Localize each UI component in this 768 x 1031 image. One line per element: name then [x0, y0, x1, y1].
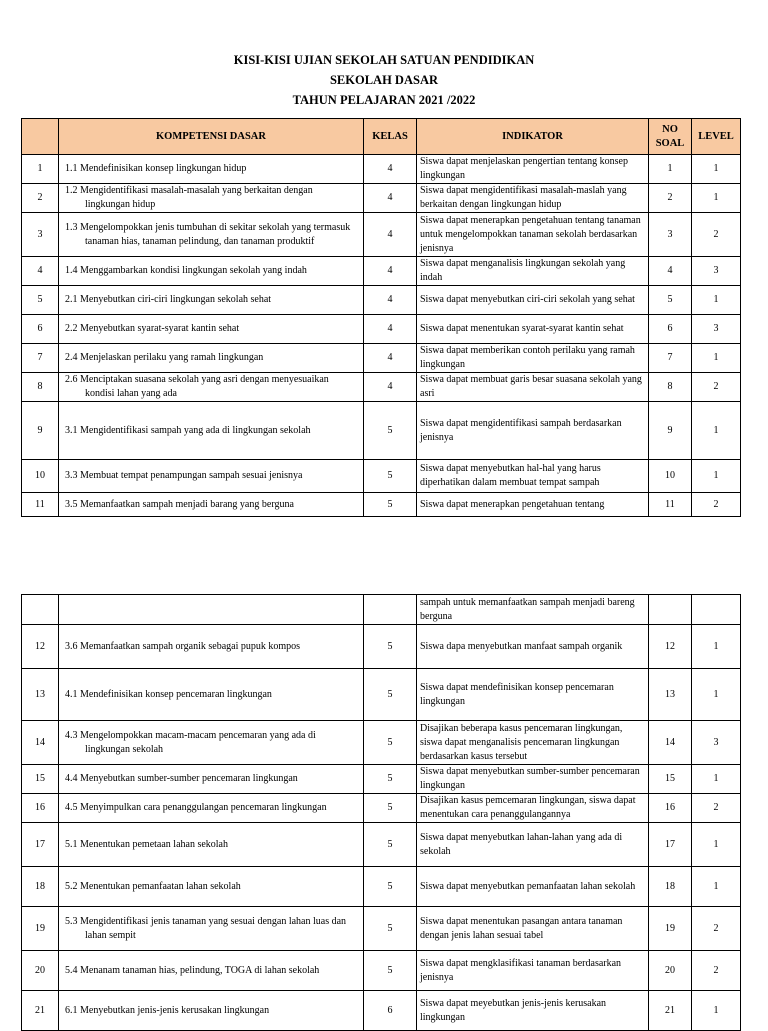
no-soal-cell: 21 — [649, 991, 692, 1031]
no-soal-cell: 18 — [649, 867, 692, 907]
no-soal-cell: 2 — [649, 184, 692, 213]
indikator-cell: Siswa dapat menyebutkan sumber-sumber pencemaran lingkungan — [417, 765, 649, 794]
level-cell: 1 — [692, 460, 741, 493]
row-number: 18 — [22, 867, 59, 907]
table-row — [22, 823, 741, 867]
table-row — [22, 991, 741, 1031]
title-line-2: SEKOLAH DASAR — [329, 73, 438, 87]
row-number: 6 — [22, 315, 59, 344]
table-row — [22, 460, 741, 493]
kelas-cell: 4 — [364, 286, 417, 315]
kelas-cell: 5 — [364, 625, 417, 669]
title-line-3: TAHUN PELAJARAN 2021 /2022 — [292, 93, 476, 107]
kelas-cell: 5 — [364, 823, 417, 867]
row-number: 19 — [22, 907, 59, 951]
level-cell: 1 — [692, 344, 741, 373]
indikator-cell: Siswa dapat meyebutkan jenis-jenis kerusakan lingkungan — [417, 991, 649, 1031]
kelas-cell: 4 — [364, 257, 417, 286]
table-row — [22, 721, 741, 765]
row-number: 17 — [22, 823, 59, 867]
kelas-cell: 5 — [364, 460, 417, 493]
row-number: 14 — [22, 721, 59, 765]
level-cell: 1 — [692, 867, 741, 907]
kelas-cell: 5 — [364, 493, 417, 517]
kompetensi-dasar-cell: 5.4 Menanam tanaman hias, pelindung, TOGA di lahan sekolah — [59, 951, 364, 991]
kisi-kisi-table-page-2 — [21, 594, 741, 1031]
kelas-cell: 4 — [364, 373, 417, 402]
kisi-kisi-table-page-1 — [21, 118, 741, 517]
table-row — [22, 155, 741, 184]
kompetensi-dasar-cell: 3.1 Mengidentifikasi sampah yang ada di lingkungan sekolah — [59, 402, 364, 460]
level-cell: 2 — [692, 907, 741, 951]
indikator-cell: Disajikan beberapa kasus pencemaran lingkungan, siswa dapat menganalisis pencemaran lingkungan berdasarkan kasus tersebut — [417, 721, 649, 765]
level-cell: 2 — [692, 951, 741, 991]
table-row — [22, 493, 741, 517]
no-soal-cell: 11 — [649, 493, 692, 517]
table-row — [22, 402, 741, 460]
indikator-cell: Siswa dapat menganalisis lingkungan sekolah yang indah — [417, 257, 649, 286]
no-soal-cell: 13 — [649, 669, 692, 721]
header-no — [22, 119, 59, 155]
row-number: 12 — [22, 625, 59, 669]
kompetensi-dasar-cell: 1.4 Menggambarkan kondisi lingkungan sekolah yang indah — [59, 257, 364, 286]
row-number: 11 — [22, 493, 59, 517]
level-cell: 1 — [692, 184, 741, 213]
table-row — [22, 344, 741, 373]
no-soal-cell: 4 — [649, 257, 692, 286]
table-row — [22, 184, 741, 213]
header-kompetensi-dasar: KOMPETENSI DASAR — [59, 119, 364, 155]
level-cell: 2 — [692, 794, 741, 823]
indikator-cell: Siswa dapat menerapkan pengetahuan tentang — [417, 493, 649, 517]
kelas-cell: 5 — [364, 402, 417, 460]
row-number: 1 — [22, 155, 59, 184]
no-soal-cell: 9 — [649, 402, 692, 460]
table-row — [22, 315, 741, 344]
no-soal-cell — [649, 595, 692, 625]
no-soal-cell: 10 — [649, 460, 692, 493]
kompetensi-dasar-cell: 3.5 Memanfaatkan sampah menjadi barang yang berguna — [59, 493, 364, 517]
no-soal-cell: 15 — [649, 765, 692, 794]
row-number: 2 — [22, 184, 59, 213]
indikator-cell: Siswa dapat mengklasifikasi tanaman berdasarkan jenisnya — [417, 951, 649, 991]
kelas-cell: 4 — [364, 315, 417, 344]
kelas-cell: 5 — [364, 794, 417, 823]
table-row — [22, 213, 741, 257]
kelas-cell: 5 — [364, 951, 417, 991]
level-cell: 3 — [692, 257, 741, 286]
kompetensi-dasar-cell: 5.3 Mengidentifikasi jenis tanaman yang sesuai dengan lahan luas dan lahan sempit — [59, 907, 364, 951]
table-row — [22, 669, 741, 721]
no-soal-cell: 14 — [649, 721, 692, 765]
table-row — [22, 765, 741, 794]
row-number: 16 — [22, 794, 59, 823]
no-soal-cell: 1 — [649, 155, 692, 184]
no-soal-cell: 5 — [649, 286, 692, 315]
row-number: 3 — [22, 213, 59, 257]
header-kelas: KELAS — [364, 119, 417, 155]
kelas-cell: 5 — [364, 907, 417, 951]
no-soal-cell: 19 — [649, 907, 692, 951]
level-cell: 1 — [692, 765, 741, 794]
row-number: 10 — [22, 460, 59, 493]
indikator-cell: Siswa dapat mendefinisikan konsep pencemaran lingkungan — [417, 669, 649, 721]
row-number — [22, 595, 59, 625]
level-cell: 1 — [692, 991, 741, 1031]
row-number: 13 — [22, 669, 59, 721]
kelas-cell: 4 — [364, 213, 417, 257]
kompetensi-dasar-cell: 1.3 Mengelompokkan jenis tumbuhan di sekitar sekolah yang termasuk tanaman hias, tanaman pelindung, dan tanaman produktif — [59, 213, 364, 257]
row-number: 4 — [22, 257, 59, 286]
kelas-cell: 5 — [364, 669, 417, 721]
kompetensi-dasar-cell: 6.1 Menyebutkan jenis-jenis kerusakan lingkungan — [59, 991, 364, 1031]
indikator-cell: Siswa dapat menyebutkan hal-hal yang harus diperhatikan dalam membuat tempat sampah — [417, 460, 649, 493]
kelas-cell — [364, 595, 417, 625]
level-cell: 1 — [692, 669, 741, 721]
kelas-cell: 4 — [364, 344, 417, 373]
table-row — [22, 286, 741, 315]
kompetensi-dasar-cell: 5.1 Menentukan pemetaan lahan sekolah — [59, 823, 364, 867]
indikator-cell: Siswa dapat menyebutkan pemanfaatan lahan sekolah — [417, 867, 649, 907]
indikator-cell: Siswa dapat memberikan contoh perilaku yang ramah lingkungan — [417, 344, 649, 373]
table-row — [22, 867, 741, 907]
kompetensi-dasar-cell: 2.2 Menyebutkan syarat-syarat kantin sehat — [59, 315, 364, 344]
row-number: 9 — [22, 402, 59, 460]
indikator-cell: Siswa dapat menentukan syarat-syarat kantin sehat — [417, 315, 649, 344]
level-cell: 1 — [692, 625, 741, 669]
kelas-cell: 5 — [364, 721, 417, 765]
kompetensi-dasar-cell: 5.2 Menentukan pemanfaatan lahan sekolah — [59, 867, 364, 907]
kompetensi-dasar-cell: 2.4 Menjelaskan perilaku yang ramah lingkungan — [59, 344, 364, 373]
table-row — [22, 373, 741, 402]
indikator-cell: Siswa dapat menyebutkan lahan-lahan yang ada di sekolah — [417, 823, 649, 867]
indikator-cell: Siswa dapa menyebutkan manfaat sampah organik — [417, 625, 649, 669]
level-cell: 2 — [692, 213, 741, 257]
table-row — [22, 951, 741, 991]
kompetensi-dasar-cell — [59, 595, 364, 625]
table-row — [22, 907, 741, 951]
indikator-cell: Siswa dapat menjelaskan pengertian tentang konsep lingkungan — [417, 155, 649, 184]
kompetensi-dasar-cell: 3.3 Membuat tempat penampungan sampah sesuai jenisnya — [59, 460, 364, 493]
kelas-cell: 4 — [364, 184, 417, 213]
level-cell: 3 — [692, 315, 741, 344]
indikator-cell: Siswa dapat mengidentifikasi sampah berdasarkan jenisnya — [417, 402, 649, 460]
indikator-cell: sampah untuk memanfaatkan sampah menjadi bareng berguna — [417, 595, 649, 625]
kompetensi-dasar-cell: 4.5 Menyimpulkan cara penanggulangan pencemaran lingkungan — [59, 794, 364, 823]
row-number: 21 — [22, 991, 59, 1031]
kelas-cell: 6 — [364, 991, 417, 1031]
kompetensi-dasar-cell: 4.4 Menyebutkan sumber-sumber pencemaran lingkungan — [59, 765, 364, 794]
no-soal-cell: 16 — [649, 794, 692, 823]
level-cell — [692, 595, 741, 625]
kelas-cell: 4 — [364, 155, 417, 184]
no-soal-cell: 3 — [649, 213, 692, 257]
no-soal-cell: 8 — [649, 373, 692, 402]
table-header-row — [22, 119, 741, 155]
kelas-cell: 5 — [364, 765, 417, 794]
table-row — [22, 794, 741, 823]
level-cell: 1 — [692, 155, 741, 184]
indikator-cell: Disajikan kasus pemcemaran lingkungan, siswa dapat menentukan cara penanggulangannya — [417, 794, 649, 823]
kompetensi-dasar-cell: 3.6 Memanfaatkan sampah organik sebagai pupuk kompos — [59, 625, 364, 669]
level-cell: 2 — [692, 493, 741, 517]
row-number: 7 — [22, 344, 59, 373]
row-number: 5 — [22, 286, 59, 315]
table-row — [22, 625, 741, 669]
level-cell: 2 — [692, 373, 741, 402]
no-soal-cell: 17 — [649, 823, 692, 867]
kelas-cell: 5 — [364, 867, 417, 907]
no-soal-cell: 20 — [649, 951, 692, 991]
level-cell: 1 — [692, 823, 741, 867]
title-line-1: KISI-KISI UJIAN SEKOLAH SATUAN PENDIDIKAN — [233, 53, 535, 67]
no-soal-cell: 6 — [649, 315, 692, 344]
level-cell: 1 — [692, 286, 741, 315]
row-number: 8 — [22, 373, 59, 402]
header-indikator: INDIKATOR — [417, 119, 649, 155]
kompetensi-dasar-cell: 1.1 Mendefinisikan konsep lingkungan hidup — [59, 155, 364, 184]
kompetensi-dasar-cell: 4.1 Mendefinisikan konsep pencemaran lingkungan — [59, 669, 364, 721]
row-number: 15 — [22, 765, 59, 794]
indikator-cell: Siswa dapat membuat garis besar suasana sekolah yang asri — [417, 373, 649, 402]
row-number: 20 — [22, 951, 59, 991]
indikator-cell: Siswa dapat menyebutkan ciri-ciri sekolah yang sehat — [417, 286, 649, 315]
kompetensi-dasar-cell: 2.1 Menyebutkan ciri-ciri lingkungan sekolah sehat — [59, 286, 364, 315]
indikator-cell: Siswa dapat mengidentifikasi masalah-maslah yang berkaitan dengan lingkungan hidup — [417, 184, 649, 213]
level-cell: 1 — [692, 402, 741, 460]
kompetensi-dasar-cell: 4.3 Mengelompokkan macam-macam pencemaran yang ada di lingkungan sekolah — [59, 721, 364, 765]
no-soal-cell: 12 — [649, 625, 692, 669]
kompetensi-dasar-cell: 2.6 Menciptakan suasana sekolah yang asri dengan menyesuaikan kondisi lahan yang ada — [59, 373, 364, 402]
kompetensi-dasar-cell: 1.2 Mengidentifikasi masalah-masalah yang berkaitan dengan lingkungan hidup — [59, 184, 364, 213]
indikator-cell: Siswa dapat menerapkan pengetahuan tentang tanaman untuk mengelompokkan tanaman sekolah berdasarkan jenisnya — [417, 213, 649, 257]
no-soal-cell: 7 — [649, 344, 692, 373]
table-row — [22, 595, 741, 625]
level-cell: 3 — [692, 721, 741, 765]
header-no-soal: NO SOAL — [649, 119, 692, 155]
table-row — [22, 257, 741, 286]
document-titles — [0, 50, 768, 110]
indikator-cell: Siswa dapat menentukan pasangan antara tanaman dengan jenis lahan sesuai tabel — [417, 907, 649, 951]
header-level: LEVEL — [692, 119, 741, 155]
